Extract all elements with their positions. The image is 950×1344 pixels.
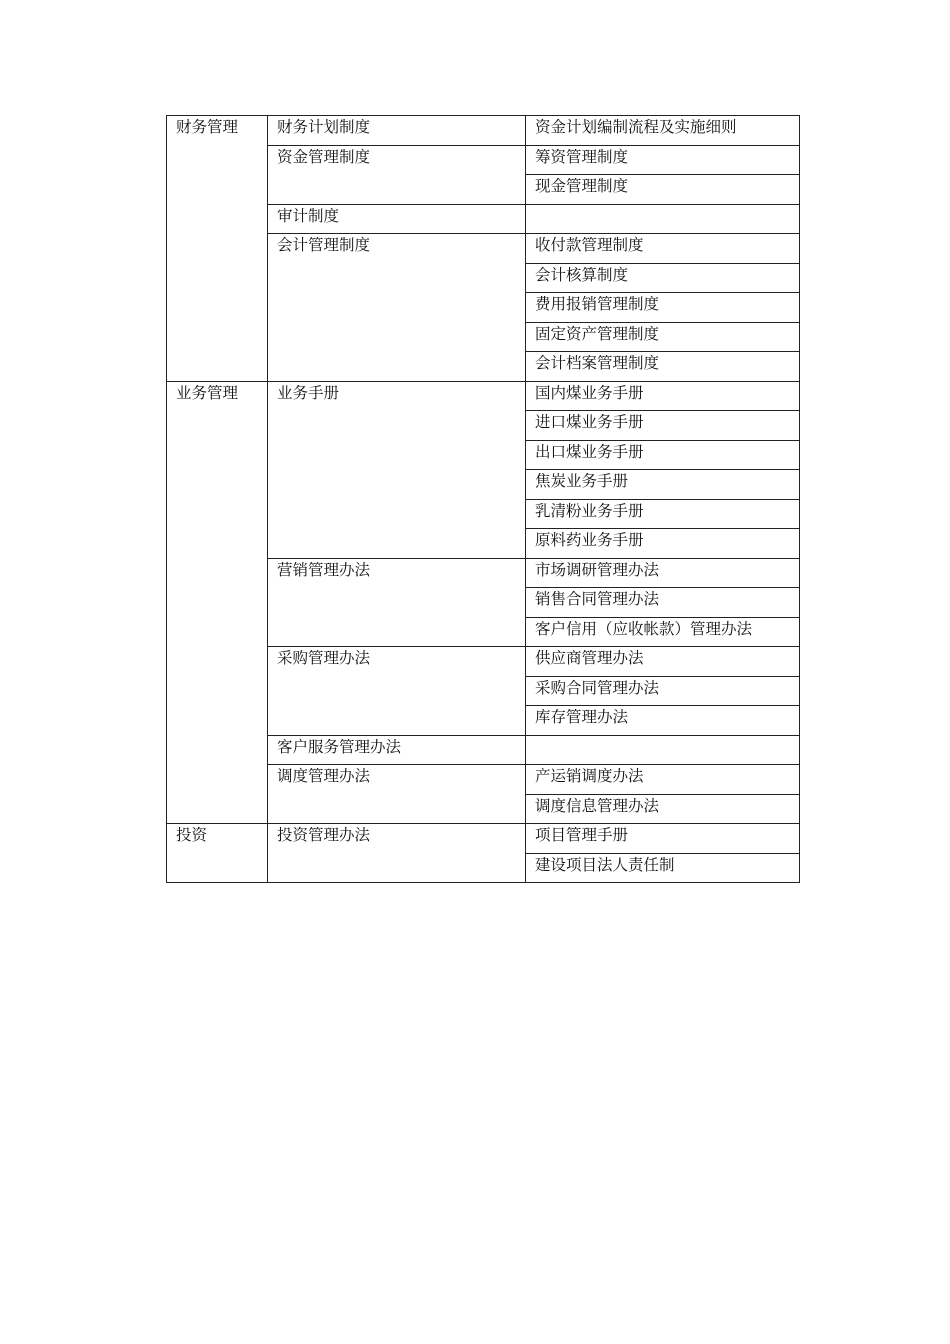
item-cell: 固定资产管理制度 (526, 322, 800, 352)
item-cell: 供应商管理办法 (526, 647, 800, 677)
subcategory-cell: 调度管理办法 (268, 765, 526, 824)
table-row (167, 824, 800, 854)
subcategory-cell: 审计制度 (268, 204, 526, 234)
subcategory-cell: 资金管理制度 (268, 145, 526, 204)
item-cell: 产运销调度办法 (526, 765, 800, 795)
subcategory-cell: 财务计划制度 (268, 116, 526, 146)
policy-table-body (167, 116, 800, 883)
item-cell: 资金计划编制流程及实施细则 (526, 116, 800, 146)
item-cell (526, 204, 800, 234)
policy-table (166, 115, 800, 883)
item-cell (526, 735, 800, 765)
subcategory-cell: 客户服务管理办法 (268, 735, 526, 765)
item-cell: 收付款管理制度 (526, 234, 800, 264)
item-cell: 会计档案管理制度 (526, 352, 800, 382)
item-cell: 库存管理办法 (526, 706, 800, 736)
item-cell: 采购合同管理办法 (526, 676, 800, 706)
item-cell: 调度信息管理办法 (526, 794, 800, 824)
category-cell: 业务管理 (167, 381, 268, 824)
table-row (167, 116, 800, 146)
item-cell: 销售合同管理办法 (526, 588, 800, 618)
item-cell: 进口煤业务手册 (526, 411, 800, 441)
item-cell: 筹资管理制度 (526, 145, 800, 175)
subcategory-cell: 业务手册 (268, 381, 526, 558)
item-cell: 出口煤业务手册 (526, 440, 800, 470)
item-cell: 现金管理制度 (526, 175, 800, 205)
item-cell: 原料药业务手册 (526, 529, 800, 559)
item-cell: 焦炭业务手册 (526, 470, 800, 500)
item-cell: 乳清粉业务手册 (526, 499, 800, 529)
category-cell: 投资 (167, 824, 268, 883)
item-cell: 客户信用（应收帐款）管理办法 (526, 617, 800, 647)
table-row (167, 381, 800, 411)
item-cell: 费用报销管理制度 (526, 293, 800, 323)
subcategory-cell: 营销管理办法 (268, 558, 526, 647)
item-cell: 市场调研管理办法 (526, 558, 800, 588)
subcategory-cell: 会计管理制度 (268, 234, 526, 382)
item-cell: 建设项目法人责任制 (526, 853, 800, 883)
subcategory-cell: 采购管理办法 (268, 647, 526, 736)
subcategory-cell: 投资管理办法 (268, 824, 526, 883)
item-cell: 项目管理手册 (526, 824, 800, 854)
category-cell: 财务管理 (167, 116, 268, 382)
item-cell: 会计核算制度 (526, 263, 800, 293)
item-cell: 国内煤业务手册 (526, 381, 800, 411)
